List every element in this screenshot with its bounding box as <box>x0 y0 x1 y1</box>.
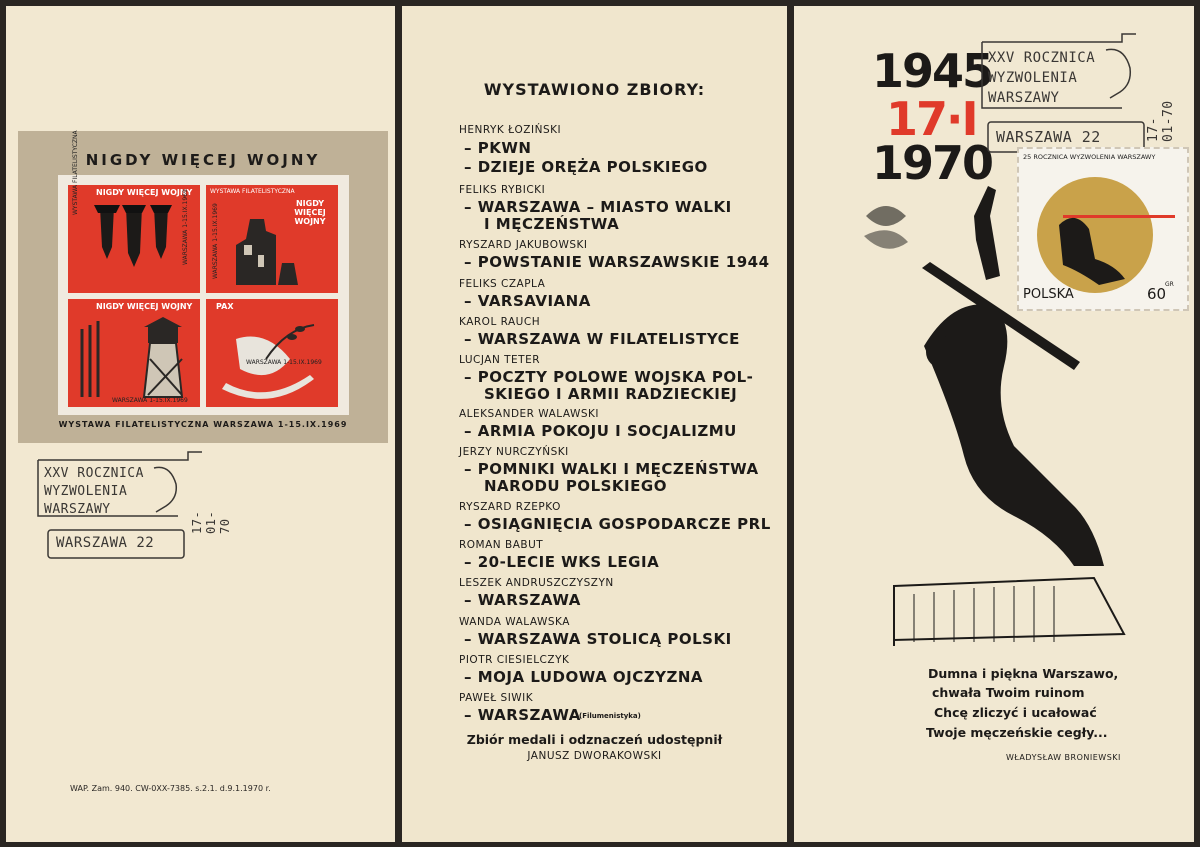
author: RYSZARD JAKUBOWSKI <box>459 239 588 251</box>
postage-stamp: 25 ROCZNICA WYZWOLENIA WARSZAWY POLSKA 60 GR <box>1017 147 1189 311</box>
collection-title: – OSIĄGNIĘCIA GOSPODARCZE PRL <box>464 515 771 533</box>
souvenir-sheet <box>18 131 388 443</box>
year-1945: 1945 <box>872 44 993 98</box>
medals-owner: JANUSZ DWORAKOWSKI <box>527 750 662 762</box>
dove-icon <box>206 299 338 407</box>
stamp-camp: NIGDY WIĘCEJ WOJNY WARSZAWA 1-15.IX.1969 <box>68 299 200 407</box>
collection-title: – WARSZAWA – MIASTO WALKI <box>464 198 732 216</box>
sheet-footer: WYSTAWA FILATELISTYCZNA WARSZAWA 1-15.IX.1969 <box>58 420 348 429</box>
watchtower-icon <box>68 299 200 407</box>
collection-title: – WARSZAWA STOLICĄ POLSKI <box>464 630 732 648</box>
collections-heading: WYSTAWIONO ZBIORY: <box>483 80 706 99</box>
collection-title: – VARSAVIANA <box>464 292 591 310</box>
stamp-pax: PAX WARSZAWA 1-15.IX.1969 <box>206 299 338 407</box>
collection-title: – ARMIA POKOJU I SOCJALIZMU <box>464 422 737 440</box>
author: WANDA WALAWSKA <box>459 616 570 628</box>
date-17-i: 17·I <box>886 92 977 146</box>
right-panel <box>794 6 1194 842</box>
author: ROMAN BABUT <box>459 539 544 551</box>
author: JERZY NURCZYŃSKI <box>459 446 569 458</box>
stamp-ruins: WYSTAWA FILATELISTYCZNA NIGDY WIĘCEJ WOJNY WARSZAWA 1-15.IX.1969 <box>206 185 338 293</box>
author: FELIKS CZAPLA <box>459 278 546 290</box>
ruins-icon <box>206 185 338 293</box>
year-1970: 1970 <box>872 136 993 190</box>
bombs-icon <box>68 185 200 293</box>
collection-title: NARODU POLSKIEGO <box>484 477 667 495</box>
poem-line: Chcę zliczyć i ucałować <box>934 705 1097 720</box>
collection-title: SKIEGO I ARMII RADZIECKIEJ <box>484 385 738 403</box>
middle-panel <box>402 6 787 842</box>
author: FELIKS RYBICKI <box>459 184 546 196</box>
author: KAROL RAUCH <box>459 316 541 328</box>
collection-title: – WARSZAWA W FILATELISTYCE <box>464 330 740 348</box>
author: LUCJAN TETER <box>459 354 541 366</box>
author: RYSZARD RZEPKO <box>459 501 561 513</box>
author: PAWEŁ SIWIK <box>459 692 534 704</box>
author: ALEKSANDER WALAWSKI <box>459 408 600 420</box>
poem-line: chwała Twoim ruinom <box>932 685 1085 700</box>
collection-title: – PKWN <box>464 139 532 157</box>
collection-title: – WARSZAWA <box>464 591 581 609</box>
postmark-right: XXV ROCZNICA WYZWOLENIA WARSZAWY WARSZAWA 22 17-01-70 <box>978 28 1188 160</box>
sheet-title: NIGDY WIĘCEJ WOJNY <box>85 151 321 169</box>
author: PIOTR CIESIELCZYK <box>459 654 570 666</box>
author: HENRYK ŁOZIŃSKI <box>459 124 562 136</box>
collection-title: – MOJA LUDOWA OJCZYZNA <box>464 668 704 686</box>
collection-title: – 20-LECIE WKS LEGIA <box>464 553 660 571</box>
print-note: WAP. Zam. 940. CW-0XX-7385. s.2.1. d.9.1.1970 r. <box>70 784 271 793</box>
collection-note: (Filumenistyka) <box>579 712 641 720</box>
collection-title: – POCZTY POLOWE WOJSKA POL- <box>464 368 754 386</box>
poem-line: Twoje męczeńskie cegły... <box>926 725 1108 740</box>
stamp-bombs: NIGDY WIĘCEJ WOJNY WYSTAWA FILATELISTYCZNA WARSZAWA 1-15.IX.1969 <box>68 185 200 293</box>
postmark-left: XXV ROCZNICA WYZWOLENIA WARSZAWY WARSZAWA 22 17-01-70 <box>34 438 214 566</box>
collection-title: – POWSTANIE WARSZAWSKIE 1944 <box>464 253 770 271</box>
left-panel <box>6 6 395 842</box>
collection-title: – POMNIKI WALKI I MĘCZEŃSTWA <box>464 460 759 478</box>
collection-title: – DZIEJE ORĘŻA POLSKIEGO <box>464 158 708 176</box>
sheet-stamp-block <box>58 130 349 415</box>
medals-note: Zbiór medali i odznaczeń udostępnił <box>466 732 723 747</box>
collection-title: I MĘCZEŃSTWA <box>484 215 620 233</box>
author: LESZEK ANDRUSZCZYSZYN <box>459 577 614 589</box>
poem-line: Dumna i piękna Warszawo, <box>928 666 1119 681</box>
collection-title: – WARSZAWA <box>464 706 581 724</box>
poet-name: WŁADYSŁAW BRONIEWSKI <box>1006 753 1121 762</box>
